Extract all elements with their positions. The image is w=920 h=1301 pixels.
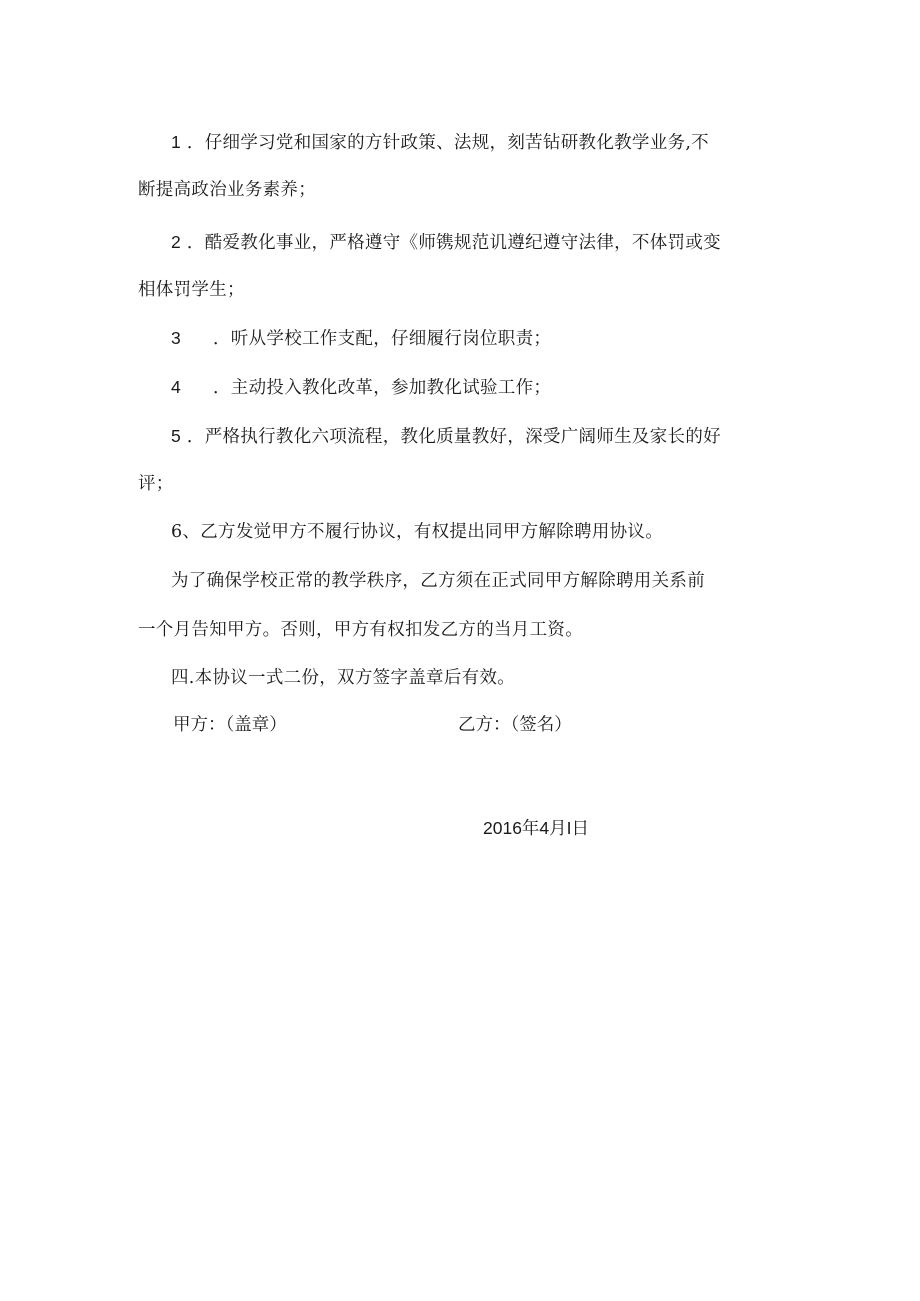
item-3-number: 3 bbox=[171, 328, 182, 348]
item-1-line-2: 断提高政治业务素养； bbox=[138, 180, 316, 200]
document-date: 2016年4月I日 bbox=[483, 818, 590, 838]
item-3-line bbox=[171, 327, 821, 350]
item-5-line-2: 评； bbox=[138, 474, 174, 494]
item-3-text: ．听从学校工作支配，仔细履行岗位职责； bbox=[213, 329, 552, 349]
item-2-text: ．酷爱教化事业，严格遵守《师镌规范讥遵纪遵守法律，不体罚或变 bbox=[186, 233, 721, 253]
item-2-number: 2 bbox=[171, 232, 182, 252]
item-5-text: ．严格执行教化六项流程，教化质量教好，深受广阔师生及家长的好 bbox=[186, 427, 721, 447]
item-6-line: 6、乙方发觉甲方不履行协议，有权提出同甲方解除聘用协议。 bbox=[171, 522, 664, 542]
item-1-number: 1 bbox=[171, 132, 182, 152]
item-5-line-1 bbox=[171, 425, 821, 448]
item-2-line-1 bbox=[171, 231, 821, 254]
clause-four: 四.本协议一式二份，双方签字盖章后有效。 bbox=[171, 668, 516, 688]
item-4-number: 4 bbox=[171, 377, 182, 397]
party-a-signature: 甲方：（盖章） bbox=[173, 715, 287, 735]
item-4-line bbox=[171, 376, 821, 399]
item-2-line-2: 相体罚学生； bbox=[138, 280, 245, 300]
notice-line-1: 为了确保学校正常的教学秩序，乙方须在正式同甲方解除聘用关系前 bbox=[171, 571, 705, 591]
party-b-signature: 乙方：（签名） bbox=[458, 715, 572, 735]
item-4-text: ．主动投入教化改革，参加教化试验工作； bbox=[213, 378, 552, 398]
item-1-line-1 bbox=[171, 131, 821, 154]
item-5-number: 5 bbox=[171, 426, 182, 446]
item-1-text: ．仔细学习党和国家的方针政策、法规，刻苦钻研教化教学业务,不 bbox=[186, 133, 709, 153]
notice-line-2: 一个月告知甲方。否则，甲方有权扣发乙方的当月工资。 bbox=[138, 620, 583, 640]
